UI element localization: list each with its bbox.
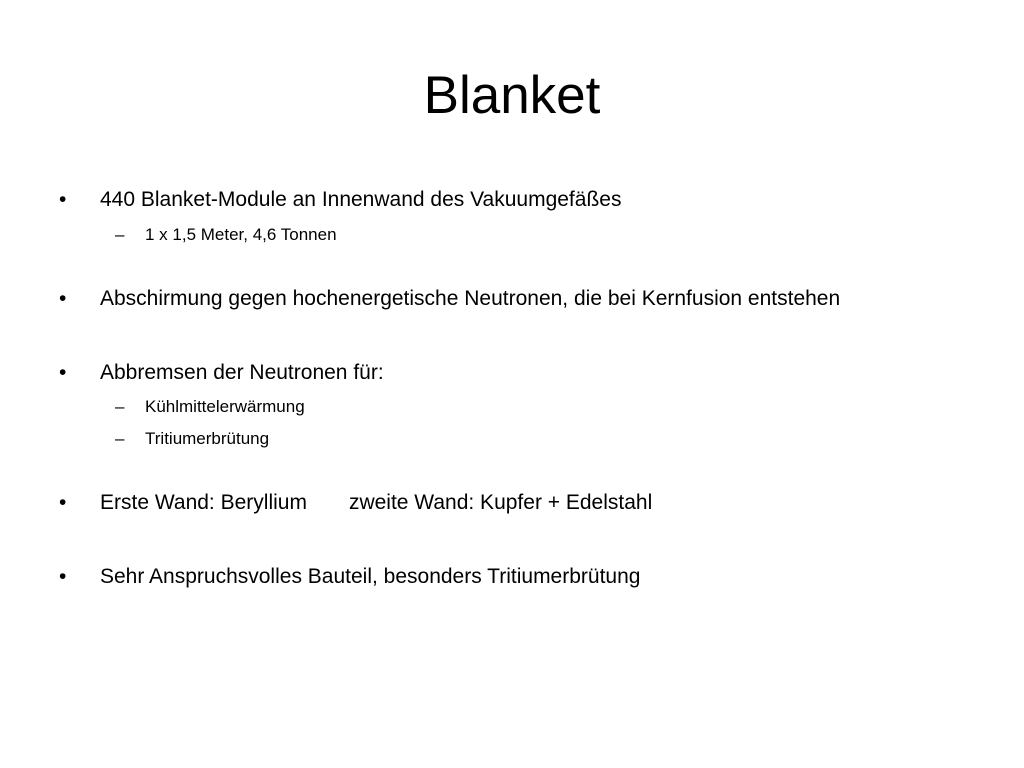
bullet-marker: • — [59, 361, 67, 384]
bullet-marker: • — [59, 491, 67, 514]
bullet-text-secondary: zweite Wand: Kupfer + Edelstahl — [348, 491, 653, 514]
bullet-text: Abbremsen der Neutronen für: — [100, 361, 384, 384]
sub-bullet-marker: – — [115, 429, 125, 448]
bullet-marker: • — [59, 287, 67, 310]
bullet-text-row — [100, 489, 652, 517]
sub-bullet-marker: – — [115, 225, 125, 244]
sub-bullet-marker: – — [115, 397, 125, 416]
bullet-text: 440 Blanket-Module an Innenwand des Vakuumgefäßes — [100, 188, 622, 211]
bullet-marker: • — [59, 565, 67, 588]
bullet-marker: • — [59, 188, 67, 211]
sub-bullet-text: Kühlmittelerwärmung — [145, 397, 305, 416]
bullet-text: Abschirmung gegen hochenergetische Neutronen, die bei Kernfusion entstehen — [100, 287, 841, 310]
bullet-text: Sehr Anspruchsvolles Bauteil, besonders Tritiumerbrütung — [100, 565, 641, 588]
bullet-text: Erste Wand: Beryllium — [100, 491, 307, 514]
sub-bullet-text: Tritiumerbrütung — [145, 429, 270, 448]
sub-bullet-text: 1 x 1,5 Meter, 4,6 Tonnen — [145, 225, 337, 244]
slide-title: Blanket — [423, 66, 601, 125]
